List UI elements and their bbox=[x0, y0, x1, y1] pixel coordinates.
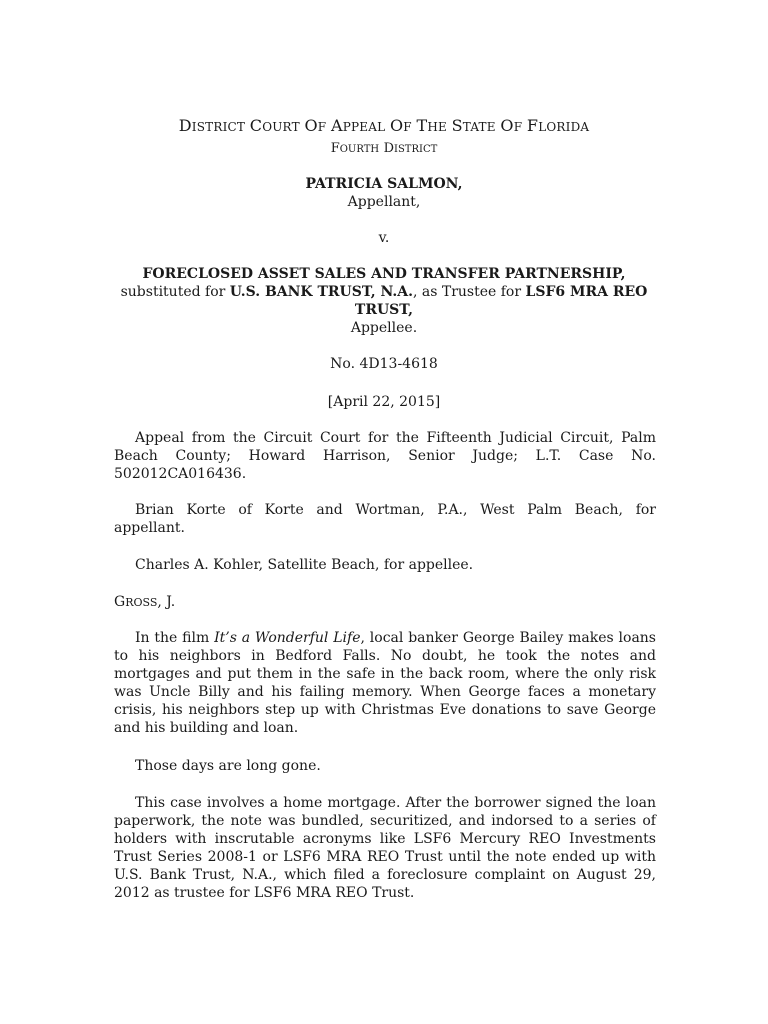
court-word: DISTRICT bbox=[178, 116, 246, 135]
versus: v. bbox=[378, 230, 390, 246]
court-word: OF bbox=[304, 116, 327, 135]
appellee-name: FORECLOSED ASSET SALES AND TRANSFER PARTNERSHIP, bbox=[142, 266, 626, 282]
court-word: FLORIDA bbox=[526, 116, 590, 135]
appellee-counsel: Charles A. Kohler, Satellite Beach, for appellee. bbox=[135, 557, 474, 573]
court-word: THE bbox=[416, 116, 447, 135]
p1-line-5: crisis, his neighbors step up with Christmas Eve donations to save George bbox=[114, 702, 656, 718]
counsel-line-1: Brian Korte of Korte and Wortman, P.A., West Palm Beach, for bbox=[135, 502, 656, 518]
p3-line-6: 2012 as trustee for LSF6 MRA REO Trust. bbox=[114, 885, 415, 901]
court-title bbox=[0, 117, 768, 136]
case-number: No. 4D13-4618 bbox=[330, 356, 438, 372]
p1-line-4: was Uncle Billy and his failing memory. When George faces a monetary bbox=[114, 684, 656, 700]
p3-line-5: U.S. Bank Trust, N.A., which filed a foreclosure complaint on August 29, bbox=[114, 867, 656, 883]
district-word: DISTRICT bbox=[383, 141, 438, 156]
sub-entity-1: U.S. BANK TRUST, N.A. bbox=[229, 284, 413, 300]
p3-line-1: This case involves a home mortgage. After the borrower signed the loan bbox=[135, 795, 656, 811]
decision-date: [April 22, 2015] bbox=[327, 394, 441, 410]
p1-line-3: mortgages and put them in the safe in the back room, where the only risk bbox=[114, 666, 656, 682]
court-word: APPEAL bbox=[330, 116, 386, 135]
appeal-line-2: Beach County; Howard Harrison, Senior Judge; L.T. Case No. bbox=[114, 448, 656, 464]
sub-text-2: , as Trustee for bbox=[412, 284, 526, 300]
judge-name: GROSS, J. bbox=[114, 594, 176, 610]
p1-line-2: to his neighbors in Bedford Falls. No doubt, he took the notes and bbox=[114, 648, 656, 664]
p2-line-1: Those days are long gone. bbox=[135, 758, 321, 774]
sub-entity-2: LSF6 MRA REO bbox=[525, 284, 648, 300]
court-word: STATE bbox=[451, 116, 496, 135]
appellant-name: PATRICIA SALMON, bbox=[305, 176, 463, 192]
substitution-line bbox=[0, 283, 768, 301]
appellee-role: Appellee. bbox=[350, 320, 418, 336]
counsel-line-2: appellant. bbox=[114, 520, 185, 536]
film-title: It’s a Wonderful Life bbox=[214, 630, 361, 646]
court-word: COURT bbox=[249, 116, 300, 135]
court-word: OF bbox=[389, 116, 412, 135]
p3-line-4: Trust Series 2008-1 or LSF6 MRA REO Trust until the note ended up with bbox=[114, 849, 656, 865]
sub-text-1: substituted for bbox=[120, 284, 230, 300]
district-name bbox=[0, 139, 768, 159]
district-word: FOURTH bbox=[330, 141, 380, 156]
p3-line-3: holders with inscrutable acronyms like LSF6 Mercury REO Investments bbox=[114, 831, 656, 847]
sub-entity-2-cont: TRUST, bbox=[354, 302, 414, 318]
appellant-role: Appellant, bbox=[347, 194, 421, 210]
appeal-line-1: Appeal from the Circuit Court for the Fifteenth Judicial Circuit, Palm bbox=[135, 430, 656, 446]
appeal-line-3: 502012CA016436. bbox=[114, 466, 247, 482]
p1-line-6: and his building and loan. bbox=[114, 720, 299, 736]
court-word: OF bbox=[500, 116, 523, 135]
p3-line-2: paperwork, the note was bundled, securitized, and indorsed to a series of bbox=[114, 813, 656, 829]
p1-line-1: In the film It’s a Wonderful Life, local banker George Bailey makes loans bbox=[135, 630, 656, 646]
